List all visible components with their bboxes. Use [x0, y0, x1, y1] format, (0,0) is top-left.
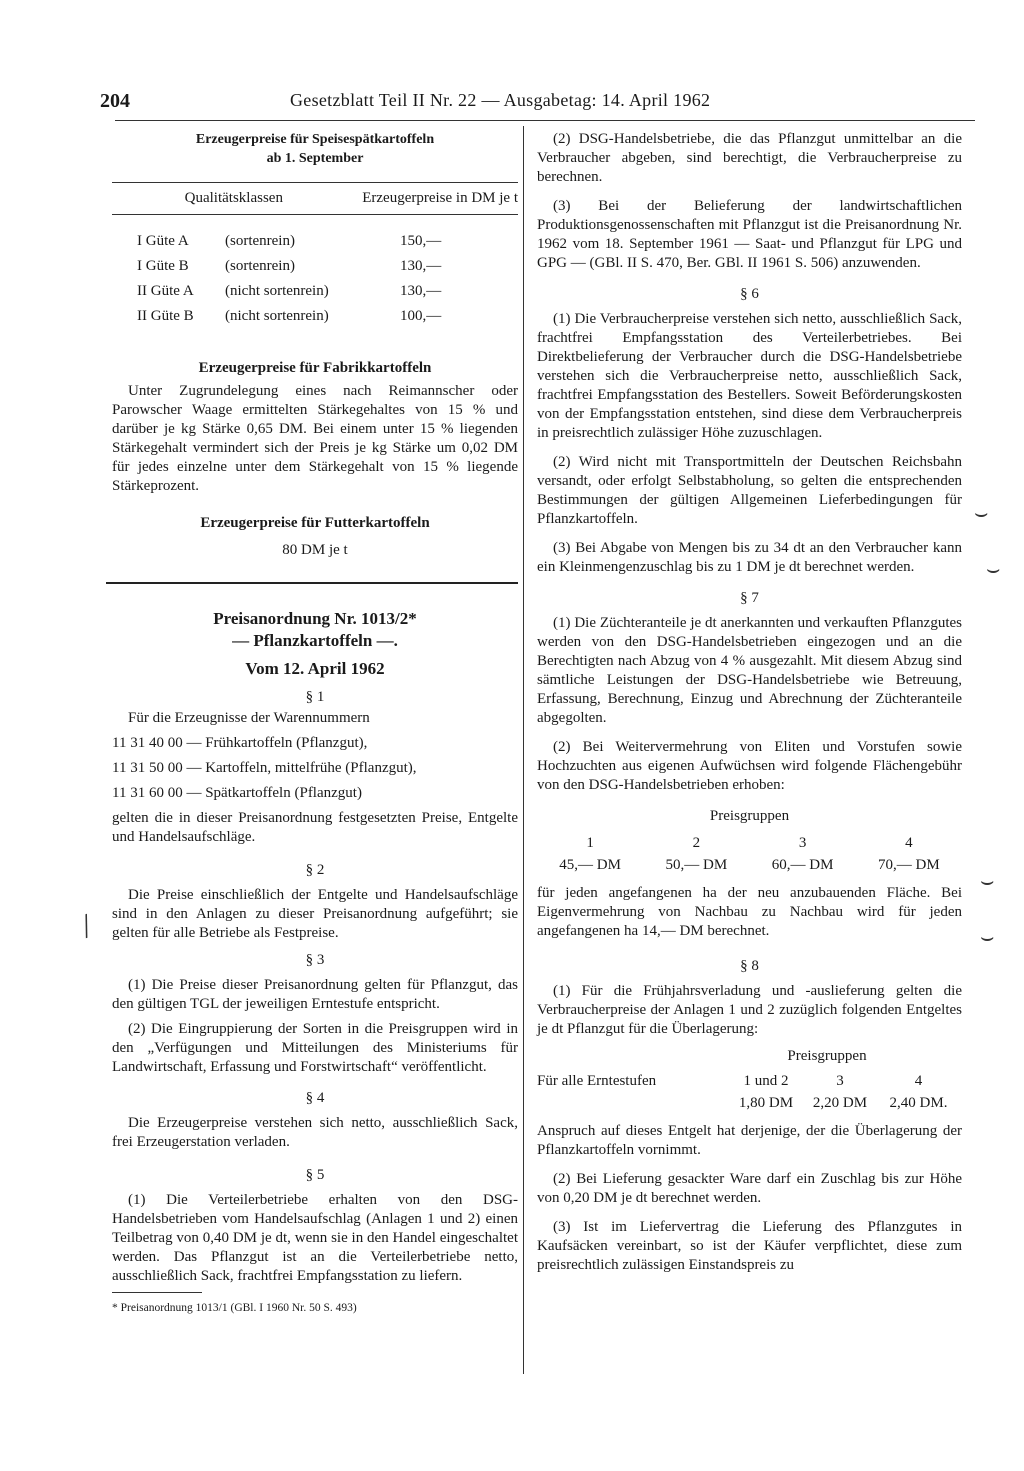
grade-cell: II Güte B [137, 308, 194, 324]
kind-cell: (nicht sortenrein) [225, 283, 329, 299]
section-1-item: 11 31 60 00 — Spätkartoffeln (Pflanzgut) [112, 785, 362, 801]
table-rule-bottom [112, 214, 518, 215]
fee-value: 60,— DM [771, 856, 834, 873]
surcharge-groups-title: Preisgruppen [787, 1048, 867, 1064]
footnote: * Preisanordnung 1013/1 (GBl. I 1960 Nr. 50 S. 493) [112, 1302, 357, 1314]
section-6-para-2: (2) Wird nicht mit Transportmitteln der Deutschen Reichsbahn versandt, oder erfolgt Selbstabholung, so gelten die entsprechenden Bestimmungen der gültigen Allgemeinen Lieferbedingungen für Pflanzkartoffeln. [537, 454, 962, 527]
section-4-text: Die Erzeugerpreise verstehen sich netto, ausschließlich Sack, frei Erzeugerstation verladen. [112, 1115, 518, 1150]
speise-title-1: Erzeugerpreise für Speisespätkartoffeln [195, 132, 435, 147]
group-number: 1 [586, 834, 594, 851]
table-row [112, 304, 518, 329]
fabrik-text: Unter Zugrundelegung eines nach Reimannscher oder Parowscher Waage ermittelten Stärkegehaltes von 15 % und darüber je kg Stärke 0,65 DM. Bei einem unter 15 % liegenden Stärkegehalt vermindert sich der Preis je kg Stärke um 0,02 DM für jedes einzelne unter dem Stärkegehalt von 15 % liegende Stärkeprozent. [112, 383, 518, 494]
section-3-heading: § 3 [305, 952, 325, 968]
header-rule [115, 120, 975, 121]
section-8-para-4: (3) Ist im Liefervertrag die Lieferung des Pflanzgutes in Kaufsäcken vereinbart, so ist der Käufer verpflichtet, diese zum preisrechtlich zulässigen Einstandspreis zu [537, 1219, 962, 1273]
surcharge-table [537, 1070, 962, 1114]
surcharge-value: 1,80 DM [738, 1094, 794, 1111]
table-row [537, 1092, 962, 1114]
table-row [537, 832, 962, 854]
futter-title: Erzeugerpreise für Futterkartoffeln [200, 515, 430, 531]
grade-cell: I Güte A [137, 233, 189, 249]
kind-cell: (sortenrein) [225, 233, 295, 249]
section-5-para-2: (2) DSG-Handelsbetriebe, die das Pflanzgut unmittelbar an die Verbraucher abgeben, sind berechtigt, die Verbraucherpreise zu berechnen. [537, 131, 962, 185]
section-8-para-3: (2) Bei Lieferung gesackter Ware darf ein Zuschlag bis zur Höhe von 0,20 DM je dt berechnet werden. [537, 1171, 962, 1206]
speise-rows [112, 229, 518, 329]
section-3-para-1: (1) Die Preise dieser Preisanordnung gelten für Pflanzgut, das den gültigen TGL der jeweiligen Erntestufe entspricht. [112, 977, 518, 1012]
column-divider [523, 126, 524, 1374]
right-column [537, 130, 962, 1275]
page-number: 204 [100, 90, 130, 112]
speise-price-table [112, 189, 518, 208]
margin-tick-mark: ⌣ [980, 924, 995, 949]
section-rule [106, 582, 518, 584]
section-6-para-1: (1) Die Verbraucherpreise verstehen sich netto, ausschließlich Sack, frachtfrei Empfangsstation des Verteilerbetriebes. Bei Direktbelieferung der Verbraucher durch die DSG-Handelsbetriebe verstehen sich die Verbraucherpreise netto, ausschließlich Sack, frachtfrei Empfangsstation des Bestellers. Soweit Beförderungskosten von der Empfangsstation entstehen, sind diese dem Verbraucherpreis in preisrechtlich zulässiger Höhe zuzuschlagen. [537, 311, 962, 441]
table-rule-top [112, 182, 518, 183]
section-1-item: 11 31 50 00 — Kartoffeln, mittelfrühe (Pflanzgut), [112, 760, 417, 776]
section-7-para-3: für jeden angefangenen ha der neu anzubauenden Fläche. Bei Eigenvermehrung von Nachbau zu Nachbau wird für jeden angefangenen ha 14,— DM berechnet. [537, 885, 962, 939]
speise-title-2: ab 1. September [266, 151, 364, 166]
price-cell: 130,— [400, 258, 442, 274]
ordinance-title: Preisanordnung Nr. 1013/2* [213, 609, 417, 628]
price-cell: 130,— [400, 283, 442, 299]
table-row [537, 1070, 962, 1092]
table-row [112, 279, 518, 304]
row-label: Für alle Erntestufen [537, 1072, 657, 1089]
surcharge-value: 2,20 DM [812, 1094, 868, 1111]
section-3-para-2: (2) Die Eingruppierung der Sorten in die Preisgruppen wird in den „Verfügungen und Mitteilungen des Ministeriums für Landwirtschaft, Erfassung und Forstwirtschaft“ veröffentlicht. [112, 1021, 518, 1075]
group-number: 1 und 2 [743, 1072, 789, 1089]
section-4-heading: § 4 [305, 1090, 325, 1106]
section-2-heading: § 2 [305, 862, 325, 878]
section-5-para-1: (1) Die Verteilerbetriebe erhalten von den DSG-Handelsbetrieben vom Handelsaufschlag (Anlagen 1 und 2) einen Teilbetrag von 0,40 DM je dt, wenn sie in den Handel eingeschaltet werden. Das Pflanzgut ist an die Verteilerbetriebe netto, ausschließlich Sack, frachtfrei Empfangsstation zu liefern. [112, 1192, 518, 1284]
fabrik-title: Erzeugerpreise für Fabrikkartoffeln [198, 360, 432, 376]
section-6-heading: § 6 [740, 286, 759, 302]
group-number: 3 [798, 834, 807, 851]
section-1-heading: § 1 [305, 689, 325, 705]
fee-value: 50,— DM [665, 856, 728, 873]
group-number: 2 [692, 834, 701, 851]
price-cell: 150,— [400, 233, 442, 249]
left-column [112, 130, 518, 1318]
section-1-intro: Für die Erzeugnisse der Warennummern [128, 710, 370, 726]
margin-tick-mark: ⌣ [974, 500, 989, 525]
price-cell: 100,— [400, 308, 442, 324]
fee-groups-title: Preisgruppen [709, 808, 790, 824]
futter-price: 80 DM je t [282, 542, 348, 558]
table-row [112, 229, 518, 254]
grade-cell: I Güte B [137, 258, 189, 274]
section-7-heading: § 7 [740, 590, 759, 606]
section-8-para-2: Anspruch auf dieses Entgelt hat derjenige, der die Überlagerung der Pflanzkartoffeln vornimmt. [537, 1123, 962, 1158]
section-1-item: 11 31 40 00 — Frühkartoffeln (Pflanzgut), [112, 735, 368, 751]
surcharge-value: 2,40 DM. [889, 1094, 948, 1111]
table-row [112, 254, 518, 279]
fee-value: 70,— DM [878, 856, 940, 873]
section-2-text: Die Preise einschließlich der Entgelte und Handelsaufschläge sind in den Anlagen zu dieser Preisanordnung aufgeführt; sie gelten für alle Betriebe als Festpreise. [112, 887, 518, 941]
ordinance-date: Vom 12. April 1962 [245, 659, 385, 678]
section-7-para-1: (1) Die Züchteranteile je dt anerkannten und verkauften Pflanzgutes werden von den DSG-Handelsbetrieben eingezogen und an die Berechtigten nach Abzug von 4 % ausgezahlt. Mit diesem Abzug sind sämtliche Leistungen der DSG-Handelsbetriebe wie Betreuung, Erfassung, Berechnung, Einzug und Abrechnung der Züchteranteile abgegolten. [537, 615, 962, 726]
margin-tick-mark: ⌣ [986, 556, 1001, 581]
col-header-quality: Qualitätsklassen [184, 190, 283, 206]
section-8-heading: § 8 [740, 958, 759, 974]
kind-cell: (sortenrein) [225, 258, 295, 274]
section-7-para-2: (2) Bei Weitervermehrung von Eliten und Vorstufen sowie Hochzuchten aus eigenen Aufwüchsen wird folgende Flächengebühr von den DSG-Handelsbetrieben erhoben: [537, 739, 962, 793]
section-5-para-3: (3) Bei der Belieferung der landwirtschaftlichen Produktionsgenossenschaften mit Pflanzgut ist die Preisanordnung Nr. 1962 vom 18. September 1961 — Saat- und Pflanzgut für LPG und GPG — (GBl. II S. 470, Ber. GBl. II 1961 S. 506) anzuwenden. [537, 198, 962, 271]
section-6-para-3: (3) Bei Abgabe von Mengen bis zu 34 dt an den Verbraucher kann ein Kleinmengenzuschlag bis zu 1 DM je dt berechnet werden. [537, 540, 962, 575]
ordinance-subtitle: — Pflanzkartoffeln —. [232, 631, 398, 650]
grade-cell: II Güte A [137, 283, 194, 299]
section-8-para-1: (1) Für die Frühjahrsverladung und -auslieferung gelten die Verbraucherpreise der Anlagen 1 und 2 zuzüglich folgenden Entgeltes je dt Pflanzgut für die Überlagerung: [537, 983, 962, 1037]
group-number: 4 [905, 834, 913, 851]
group-number: 3 [836, 1072, 844, 1089]
kind-cell: (nicht sortenrein) [225, 308, 329, 324]
header-title: Gesetzblatt Teil II Nr. 22 — Ausgabetag: 14. April 1962 [290, 90, 711, 110]
section-5-heading: § 5 [305, 1167, 325, 1183]
fee-table [537, 832, 962, 876]
group-number: 4 [914, 1072, 923, 1089]
footnote-rule [112, 1292, 202, 1293]
col-header-price: Erzeugerpreise in DM je t [362, 190, 518, 206]
fee-value: 45,— DM [559, 856, 621, 873]
table-row [537, 854, 962, 876]
section-1-outro: gelten die in dieser Preisanordnung festgesetzten Preise, Entgelte und Handelsaufschläge. [112, 810, 518, 845]
margin-tick-mark: ⌣ [980, 868, 995, 893]
margin-slash-mark: / [75, 907, 98, 946]
